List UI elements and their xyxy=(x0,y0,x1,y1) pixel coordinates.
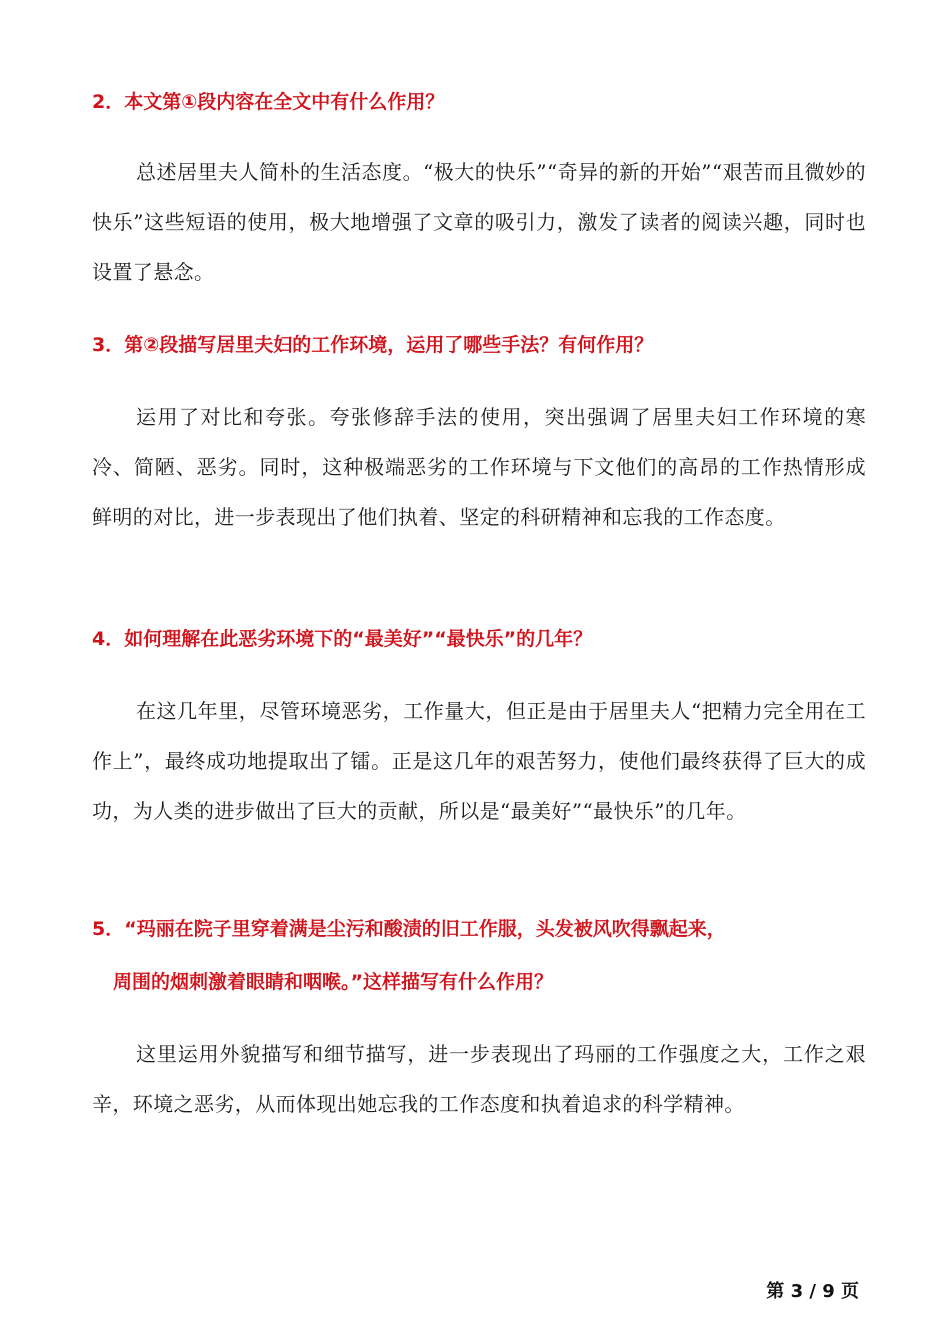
question-4-title: 4．如何理解在此恶劣环境下的“最美好”“最快乐”的几年？ xyxy=(92,628,593,650)
answer-4-text: 在这几年里，尽管环境恶劣，工作量大，但正是由于居里夫人“把精力完全用在工作上”，最终成功地提取出了镭。正是这几年的艰苦努力，使他们最终获得了巨大的成功，为人类的进步做出了巨大的贡献，所以是“最美好”“最快乐”的几年。 xyxy=(92,699,866,823)
question-5-title-line1: 5．“玛丽在院子里穿着满是尘污和酸渍的旧工作服，头发被风吹得飘起来， xyxy=(92,918,726,940)
question-2-title: 2．本文第①段内容在全文中有什么作用？ xyxy=(92,91,445,113)
answer-3-text: 运用了对比和夸张。夸张修辞手法的使用，突出强调了居里夫妇工作环境的寒冷、简陋、恶劣。同时，这种极端恶劣的工作环境与下文他们的高昂的工作热情形成鲜明的对比，进一步表现出了他们执着、坚定的科研精神和忘我的工作态度。 xyxy=(92,405,866,529)
question-5-title-line2: 周围的烟刺激着眼睛和咽喉。”这样描写有什么作用？ xyxy=(113,971,553,993)
answer-2-text: 总述居里夫人简朴的生活态度。“极大的快乐”“奇异的新的开始”“艰苦而且微妙的快乐”这些短语的使用，极大地增强了文章的吸引力，激发了读者的阅读兴趣，同时也设置了悬念。 xyxy=(92,160,866,284)
page-number: 第 3 / 9 页 xyxy=(766,1281,859,1302)
question-3-title: 3．第②段描写居里夫妇的工作环境，运用了哪些手法？有何作用？ xyxy=(92,334,654,356)
answer-5-text: 这里运用外貌描写和细节描写，进一步表现出了玛丽的工作强度之大，工作之艰辛，环境之恶劣，从而体现出她忘我的工作态度和执着追求的科学精神。 xyxy=(92,1042,866,1116)
